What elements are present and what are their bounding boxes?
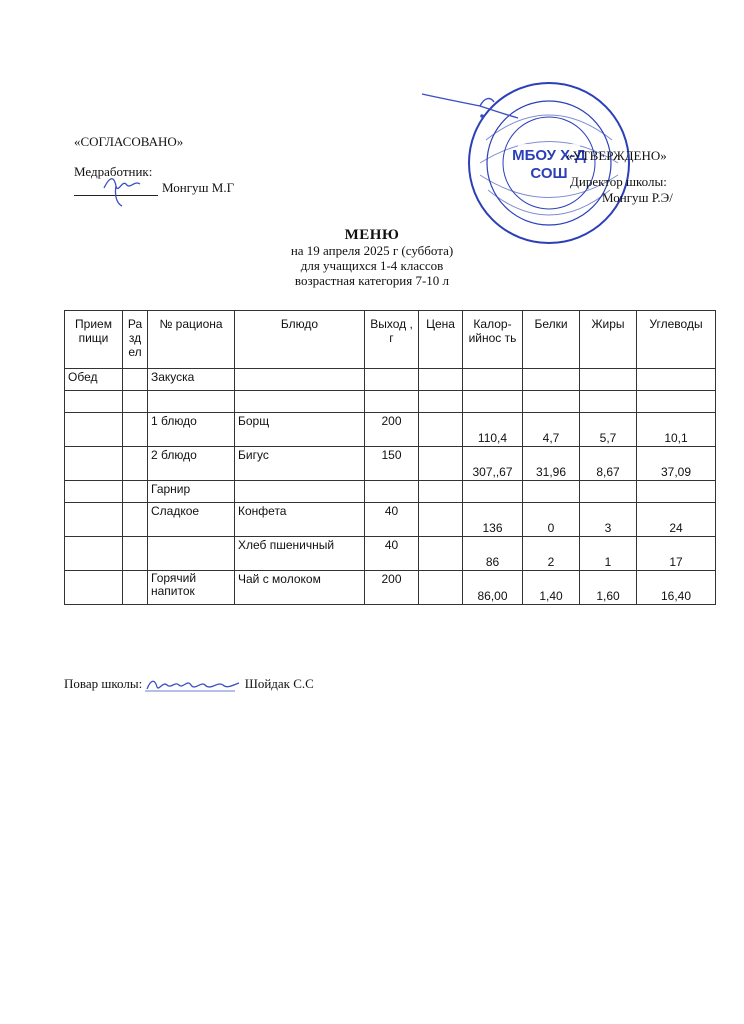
- cell-output: 150: [365, 447, 419, 481]
- cell-dish: [235, 391, 365, 413]
- cell-meal: [65, 391, 123, 413]
- header-calories: Калор-ийнос ть: [463, 311, 523, 369]
- cell-ration: [148, 537, 235, 571]
- cell-proteins: [523, 369, 580, 391]
- cell-ration: Гарнир: [148, 481, 235, 503]
- cell-proteins: 4,7: [523, 413, 580, 447]
- cell-proteins: [523, 391, 580, 413]
- cook-label: Повар школы:: [64, 676, 143, 691]
- cell-ration: Горячий напиток: [148, 571, 235, 605]
- cell-meal: [65, 537, 123, 571]
- cell-price: [419, 503, 463, 537]
- table-row: [65, 537, 716, 571]
- cell-meal: [65, 481, 123, 503]
- cell-dish: Чай с молоком: [235, 571, 365, 605]
- cell-proteins: [523, 481, 580, 503]
- table-row: [65, 447, 716, 481]
- table-row: [65, 503, 716, 537]
- cell-calories: [463, 481, 523, 503]
- cell-carbs: [637, 481, 716, 503]
- cell-meal: Обед: [65, 369, 123, 391]
- header-section: Ра зд ел: [123, 311, 148, 369]
- header-fats: Жиры: [580, 311, 637, 369]
- approval-left-role: Медработник:: [74, 164, 153, 179]
- cell-dish: Борщ: [235, 413, 365, 447]
- table-row: [65, 571, 716, 605]
- cell-proteins: 31,96: [523, 447, 580, 481]
- header-meal: Прием пищи: [65, 311, 123, 369]
- cell-output: [365, 369, 419, 391]
- cell-section: [123, 503, 148, 537]
- menu-age-category: возрастная категория 7-10 л: [294, 273, 450, 288]
- approval-left-name: Монгуш М.Г: [162, 180, 235, 195]
- cell-section: [123, 537, 148, 571]
- cell-section: [123, 447, 148, 481]
- cell-section: [123, 413, 148, 447]
- menu-title-block: [0, 228, 744, 288]
- table-row: [65, 369, 716, 391]
- header-ration: № рациона: [148, 311, 235, 369]
- director-signature: [420, 88, 530, 128]
- cell-dish: Конфета: [235, 503, 365, 537]
- cell-price: [419, 369, 463, 391]
- cell-carbs: 16,40: [637, 571, 716, 605]
- stamp-center-top: МБОУ Х-Д: [512, 147, 586, 164]
- menu-audience: для учащихся 1-4 классов: [300, 258, 444, 273]
- header-carbs: Углеводы: [637, 311, 716, 369]
- approval-right-heading: «УТВЕРЖДЕНО»: [566, 148, 667, 163]
- cell-output: 40: [365, 537, 419, 571]
- approval-right: [566, 148, 673, 206]
- cell-calories: 307,,67: [463, 447, 523, 481]
- cell-output: [365, 391, 419, 413]
- cell-proteins: 0: [523, 503, 580, 537]
- cell-dish: [235, 481, 365, 503]
- header-output: Выход , г: [365, 311, 419, 369]
- table-row: [65, 391, 716, 413]
- cell-dish: Хлеб пшеничный: [235, 537, 365, 571]
- cell-price: [419, 413, 463, 447]
- cell-section: [123, 481, 148, 503]
- cell-carbs: [637, 391, 716, 413]
- cell-dish: [235, 369, 365, 391]
- menu-date: на 19 апреля 2025 г (суббота): [290, 243, 454, 258]
- cell-dish: Бигус: [235, 447, 365, 481]
- approval-right-name: Монгуш Р.Э/: [602, 190, 673, 205]
- cell-ration: 2 блюдо: [148, 447, 235, 481]
- cell-fats: 1: [580, 537, 637, 571]
- cell-price: [419, 391, 463, 413]
- cell-calories: [463, 369, 523, 391]
- header-dish: Блюдо: [235, 311, 365, 369]
- cell-price: [419, 447, 463, 481]
- cell-fats: 5,7: [580, 413, 637, 447]
- cell-carbs: 10,1: [637, 413, 716, 447]
- cell-carbs: 37,09: [637, 447, 716, 481]
- header-proteins: Белки: [523, 311, 580, 369]
- cell-fats: 8,67: [580, 447, 637, 481]
- cell-fats: [580, 481, 637, 503]
- menu-table: [64, 310, 716, 605]
- cell-section: [123, 369, 148, 391]
- cell-proteins: 1,40: [523, 571, 580, 605]
- cell-price: [419, 571, 463, 605]
- table-row: [65, 413, 716, 447]
- cell-ration: 1 блюдо: [148, 413, 235, 447]
- cell-meal: [65, 571, 123, 605]
- cell-price: [419, 537, 463, 571]
- cell-section: [123, 391, 148, 413]
- approval-left: [74, 134, 234, 196]
- medic-signature: [100, 170, 144, 210]
- cell-price: [419, 481, 463, 503]
- cell-carbs: 24: [637, 503, 716, 537]
- cook-name: Шойдак С.С: [244, 676, 314, 691]
- cell-calories: 86,00: [463, 571, 523, 605]
- cell-ration: Сладкое: [148, 503, 235, 537]
- approval-right-role: Директор школы:: [570, 174, 667, 189]
- cell-carbs: 17: [637, 537, 716, 571]
- cell-output: 40: [365, 503, 419, 537]
- cell-calories: 110,4: [463, 413, 523, 447]
- cell-output: 200: [365, 413, 419, 447]
- cell-meal: [65, 503, 123, 537]
- cell-ration: Закуска: [148, 369, 235, 391]
- cook-signature: [145, 677, 241, 693]
- table-header-row: [65, 311, 716, 369]
- cell-output: 200: [365, 571, 419, 605]
- cell-calories: 136: [463, 503, 523, 537]
- header-price: Цена: [419, 311, 463, 369]
- cell-ration: [148, 391, 235, 413]
- cell-fats: [580, 369, 637, 391]
- table-row: [65, 481, 716, 503]
- cell-calories: 86: [463, 537, 523, 571]
- cell-fats: 3: [580, 503, 637, 537]
- stamp-center-bottom: СОШ: [530, 165, 568, 182]
- cell-fats: [580, 391, 637, 413]
- cell-section: [123, 571, 148, 605]
- cell-output: [365, 481, 419, 503]
- approval-left-heading: «СОГЛАСОВАНО»: [74, 134, 184, 149]
- cell-meal: [65, 413, 123, 447]
- cook-line: [64, 676, 314, 693]
- cell-fats: 1,60: [580, 571, 637, 605]
- cell-calories: [463, 391, 523, 413]
- cell-meal: [65, 447, 123, 481]
- menu-title: МЕНЮ: [344, 227, 400, 243]
- cell-proteins: 2: [523, 537, 580, 571]
- cell-carbs: [637, 369, 716, 391]
